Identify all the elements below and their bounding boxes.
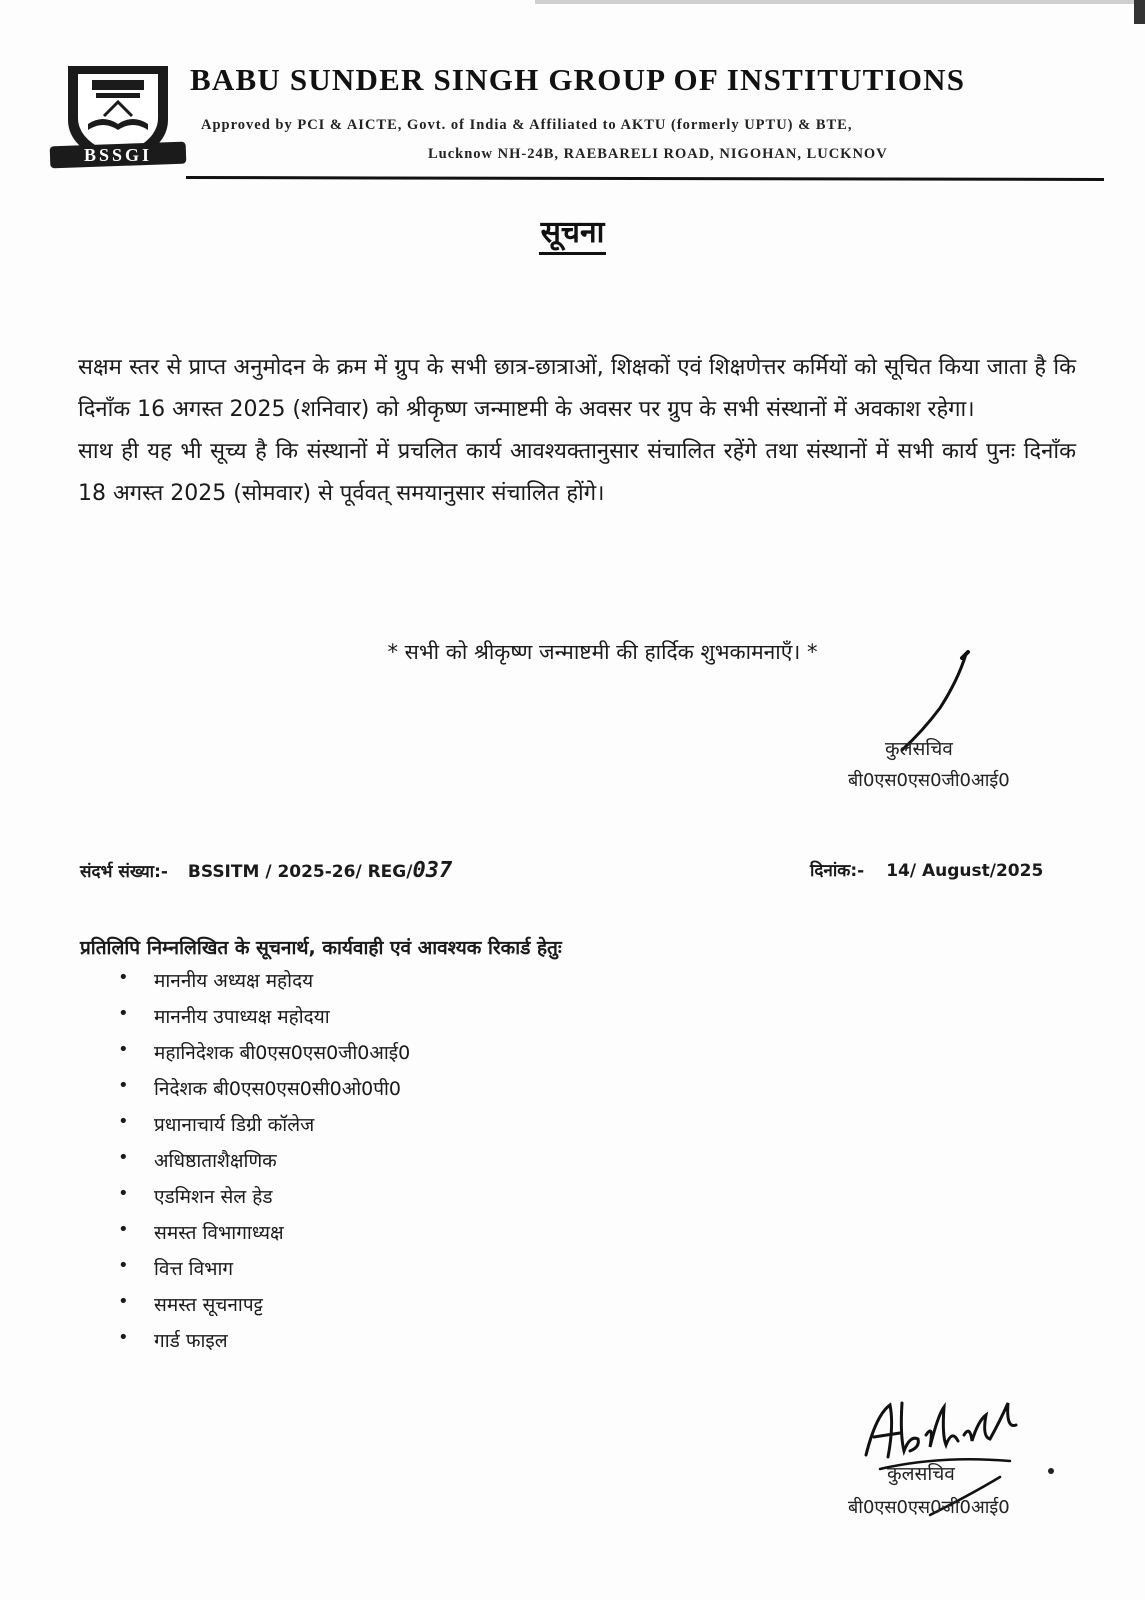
date-value: 14/ August/2025 [886,861,1044,881]
list-item: • एडमिशन सेल हेड [118,1183,273,1208]
notice-paragraph-1: सक्षम स्तर से प्राप्त अनुमोदन के क्रम में ग्रुप के सभी छात्र-छात्राओं, शिक्षकों एवं शिक्षणेत्तर कर्मियों को सूचित किया जाता है कि दिनाँक 16 अगस्त 2025 (शनिवार) को श्रीकृष्ण जन्माष्टमी के अवसर पर ग्रुप के सभी संस्थानों में अवकाश रहेगा। [78,355,1076,422]
signatory-title-2: कुलसचिव [887,1463,955,1485]
list-item: • समस्त सूचनापट्ट [118,1291,263,1316]
bullet-icon: • [118,1075,129,1096]
list-item: • प्रधानाचार्य डिग्री कॉलेज [118,1111,315,1136]
bullet-icon: • [118,1003,129,1024]
org-address: Lucknow NH-24B, RAEBARELI ROAD, NIGOHAN, LUCKNOV [428,146,888,162]
bullet-icon: • [118,1291,129,1312]
bullet-icon: • [118,1111,129,1132]
header-divider [186,176,1104,181]
reference-handwritten-number: 037 [412,858,453,883]
greeting-line: * सभी को श्रीकृष्ण जन्माष्टमी की हार्दिक शुभकामनाएँ। * [387,640,818,664]
copy-to-heading: प्रतिलिपि निम्नलिखित के सूचनार्थ, कार्यवाही एवं आवश्यक रिकार्ड हेतुः [80,937,562,959]
notice-paragraph-2: साथ ही यह भी सूच्य है कि संस्थानों में प्रचलित कार्य आवश्यक्तानुसार संचालित रहेंगे तथा संस्थानों में सभी कार्य पुनः दिनाँक 18 अगस्त 2025 (सोमवार) से पूर्ववत् समयानुसार संचालित होंगे। [78,439,1076,506]
org-approval: Approved by PCI & AICTE, Govt. of India & Affiliated to AKTU (formerly UPTU) & BTE, [201,117,853,133]
bullet-icon: • [118,1327,129,1348]
reference-number [80,858,452,883]
list-item: • वित्त विभाग [118,1255,234,1280]
org-name: BABU SUNDER SINGH GROUP OF INSTITUTIONS [190,62,966,97]
bullet-icon: • [118,1255,129,1276]
list-item: • महानिदेशक बी0एस0एस0जी0आई0 [118,1039,411,1064]
notice-body [78,347,1076,515]
bullet-icon: • [118,1219,129,1240]
list-item: • माननीय अध्यक्ष महोदय [118,967,314,992]
scan-edge-corner [1134,0,1145,24]
notice-title-text: सूचना [539,215,607,255]
signatory-title: कुलसचिव [885,738,953,760]
issue-date [810,858,1043,881]
notice-title [0,210,1145,251]
reference-label: संदर्भ संख्या:- [80,862,168,882]
institution-logo [48,58,188,170]
signatory-institution-2: बी0एस0एस0जी0आई0 [848,1497,1010,1518]
bullet-icon: • [118,967,129,988]
list-item: • निदेशक बी0एस0एस0सी0ओ0पी0 [118,1075,402,1100]
date-label: दिनांक:- [810,861,865,881]
scan-edge [535,0,1145,4]
logo-text: BSSGI [83,145,153,165]
reference-prefix: BSSITM / 2025-26/ REG/ [187,862,413,882]
bullet-icon: • [118,1183,129,1204]
copy-to-list [112,967,410,1363]
list-item: • गार्ड फाइल [118,1327,228,1352]
list-item: • माननीय उपाध्यक्ष महोदया [118,1003,330,1028]
bullet-icon: • [118,1039,129,1060]
bullet-icon: • [118,1147,129,1168]
signatory-institution: बी0एस0एस0जी0आई0 [848,770,1010,791]
list-item: • समस्त विभागाध्यक्ष [118,1219,284,1244]
ink-dot [1048,1468,1054,1474]
list-item: • अधिष्ठाताशैक्षणिक [118,1147,277,1172]
